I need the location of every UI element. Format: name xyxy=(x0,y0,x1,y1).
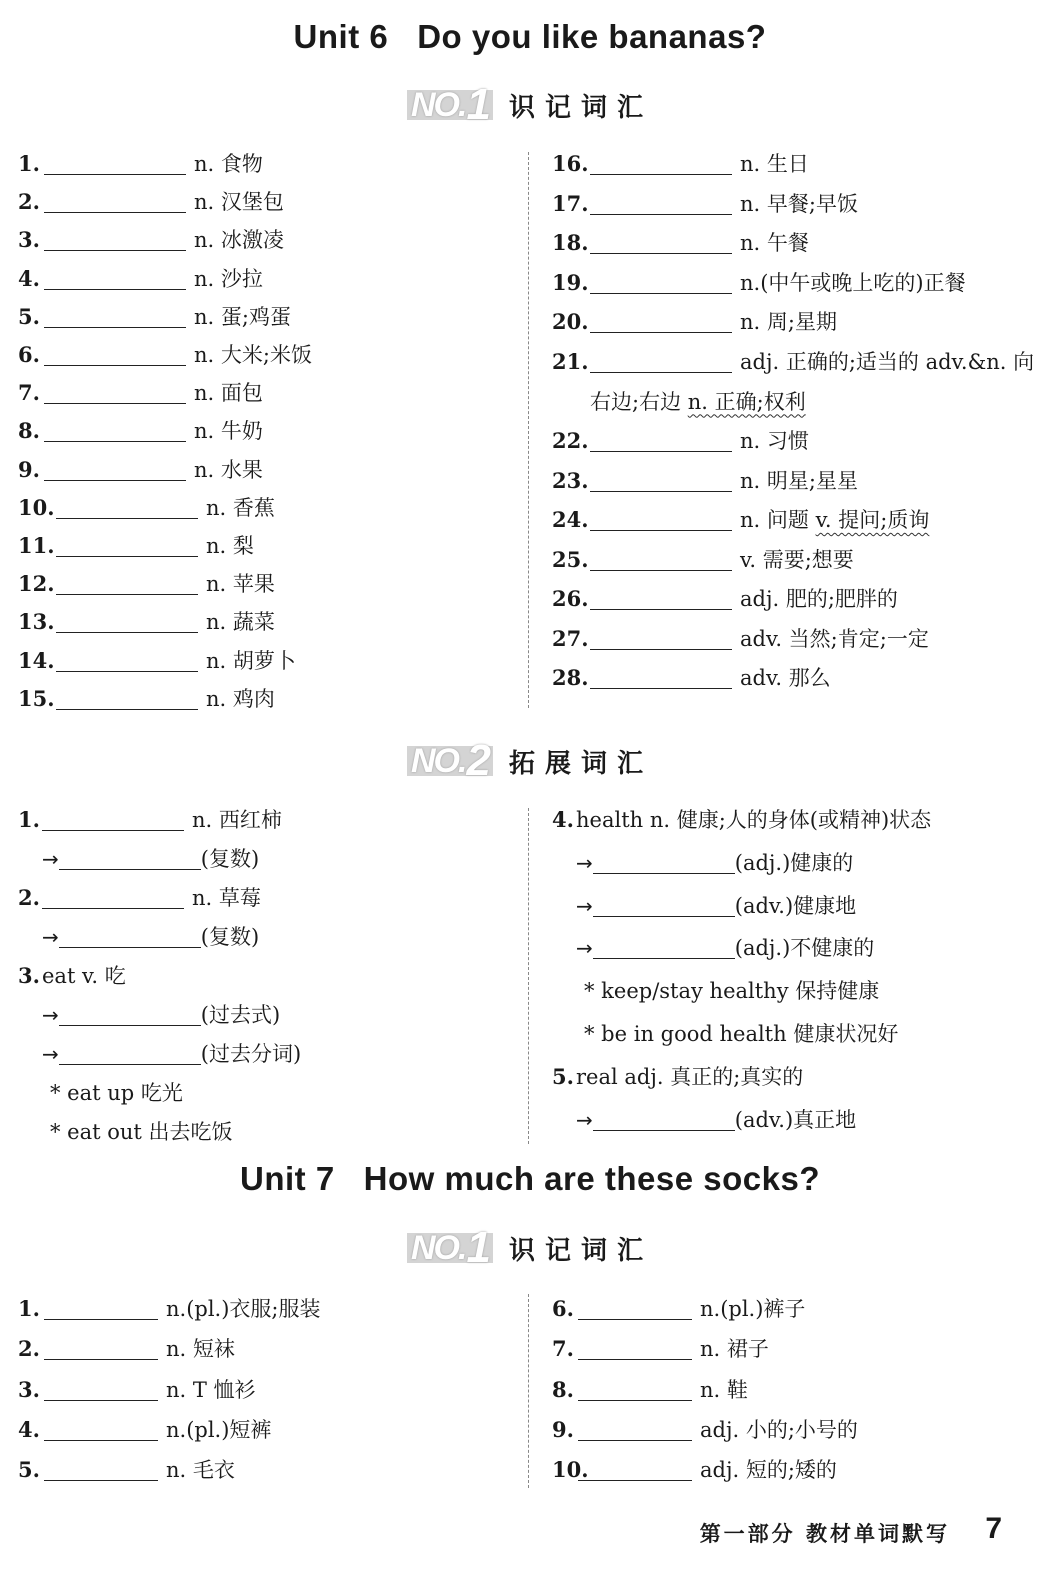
answer-blank[interactable] xyxy=(59,847,201,870)
definition: n.(pl.)衣服;服装 xyxy=(166,1297,321,1321)
definition: n. 周;星期 xyxy=(740,310,837,334)
answer-blank[interactable] xyxy=(590,192,732,215)
item-number: 6. xyxy=(552,1296,574,1321)
phrase-row xyxy=(584,977,879,1005)
vocab-row xyxy=(18,150,263,178)
answer-blank[interactable] xyxy=(44,381,186,404)
item-number: 4. xyxy=(18,265,40,291)
answer-blank[interactable] xyxy=(590,469,732,492)
definition: n. 毛衣 xyxy=(166,1458,235,1483)
answer-blank[interactable] xyxy=(44,1458,158,1481)
answer-blank[interactable] xyxy=(593,851,735,874)
definition: n. 习惯 xyxy=(740,429,809,453)
item-number: 12. xyxy=(18,571,55,597)
vocab-row xyxy=(18,417,263,445)
vocab-row xyxy=(552,150,809,178)
vocab-row xyxy=(18,884,261,912)
phrase-row xyxy=(50,1079,183,1107)
vocab-row xyxy=(552,546,854,574)
item-number: 4. xyxy=(18,1416,40,1442)
answer-blank[interactable] xyxy=(590,152,732,175)
answer-blank[interactable] xyxy=(590,548,732,571)
item-number: 9. xyxy=(552,1416,574,1442)
item-number: 2. xyxy=(18,885,40,910)
definition: n. 水果 xyxy=(194,457,263,482)
derived-form-row xyxy=(42,1001,280,1029)
vocab-row xyxy=(18,1376,256,1404)
item-number: 8. xyxy=(552,1376,574,1402)
item-number: 22. xyxy=(552,428,589,453)
answer-blank[interactable] xyxy=(44,152,186,175)
item-number: 26. xyxy=(552,586,589,611)
answer-blank[interactable] xyxy=(590,666,732,689)
item-number: 8. xyxy=(18,418,40,444)
definition: health n. 健康;人的身体(或精神)状态 xyxy=(576,808,932,832)
definition: n.(pl.)裤子 xyxy=(700,1297,806,1321)
vocab-row xyxy=(18,265,263,293)
vocab-row xyxy=(552,1335,769,1363)
definition: n. 蛋;鸡蛋 xyxy=(194,304,291,329)
definition: n. 香蕉 xyxy=(206,495,275,520)
definition: n. 正确;权利 xyxy=(687,389,806,414)
answer-blank[interactable] xyxy=(44,343,186,366)
item-number: 3. xyxy=(18,1376,40,1402)
definition: (adv.)健康地 xyxy=(734,893,857,918)
answer-blank[interactable] xyxy=(56,687,198,710)
answer-blank[interactable] xyxy=(59,1003,201,1026)
item-number: 18. xyxy=(552,230,589,255)
item-number: 7. xyxy=(552,1336,574,1362)
arrow-icon: → xyxy=(576,936,593,961)
answer-blank[interactable] xyxy=(44,1418,158,1441)
answer-blank[interactable] xyxy=(593,894,735,917)
vocab-row xyxy=(18,456,263,484)
vocab-row xyxy=(552,664,831,692)
answer-blank[interactable] xyxy=(44,190,186,213)
item-number: 3. xyxy=(18,227,40,253)
vocab-row xyxy=(18,608,275,636)
vocab-row xyxy=(18,188,284,216)
item-number: 7. xyxy=(18,380,40,406)
item-number: 1. xyxy=(18,151,40,176)
definition: * keep/stay healthy 保持健康 xyxy=(584,979,880,1004)
definition: n. 胡萝卜 xyxy=(206,648,296,673)
definition: n. T 恤衫 xyxy=(166,1377,256,1402)
vocab-row xyxy=(552,467,858,495)
vocab-row xyxy=(552,190,858,218)
page-number: 7 xyxy=(985,1512,1002,1545)
arrow-icon: → xyxy=(42,925,59,949)
definition: n. 大米;米饭 xyxy=(194,343,312,367)
vocab-row xyxy=(18,226,284,254)
column-divider xyxy=(528,152,529,708)
answer-blank[interactable] xyxy=(593,936,735,959)
section-number-badge: NO. 1 xyxy=(407,84,493,126)
definition: (adj.)健康的 xyxy=(734,850,854,875)
item-number: 2. xyxy=(18,1336,40,1362)
definition: (复数) xyxy=(200,847,260,871)
definition: adj. 正确的;适当的 adv.&n. 向 xyxy=(740,349,1035,374)
vocab-row xyxy=(552,269,966,297)
derived-form-row xyxy=(576,934,874,962)
definition: (过去分词) xyxy=(200,1042,302,1066)
vocab-row xyxy=(18,1335,235,1363)
answer-blank[interactable] xyxy=(44,1337,158,1360)
arrow-icon: → xyxy=(576,850,593,875)
item-number: 3. xyxy=(18,963,40,988)
vocab-row-continuation xyxy=(590,388,806,416)
vocab-row xyxy=(18,494,275,522)
vocab-row xyxy=(18,1456,235,1484)
definition: n. 明星;星星 xyxy=(740,468,858,493)
vocab-row xyxy=(18,379,263,407)
vocab-row xyxy=(18,532,254,560)
item-number: 6. xyxy=(18,342,40,367)
arrow-icon: → xyxy=(576,1107,593,1132)
section-title: 拓展词汇 xyxy=(508,748,653,779)
vocab-row xyxy=(18,341,312,369)
vocab-row xyxy=(552,229,809,257)
definition: (adj.)不健康的 xyxy=(734,936,875,961)
answer-blank[interactable] xyxy=(56,649,198,672)
vocab-row xyxy=(552,806,931,834)
answer-blank[interactable] xyxy=(56,496,198,519)
definition: n. 裙子 xyxy=(700,1337,769,1362)
definition: (复数) xyxy=(200,925,260,949)
definition: adj. 小的;小号的 xyxy=(700,1417,858,1442)
definition: n. 食物 xyxy=(194,152,263,176)
vocab-row xyxy=(18,647,296,675)
answer-blank[interactable] xyxy=(42,808,184,831)
arrow-icon: → xyxy=(576,893,593,918)
vocab-row xyxy=(552,1063,803,1091)
definition: real adj. 真正的;真实的 xyxy=(576,1064,804,1089)
answer-blank[interactable] xyxy=(590,429,732,452)
phrase-row xyxy=(584,1020,898,1048)
answer-blank[interactable] xyxy=(44,305,186,328)
item-number: 21. xyxy=(552,348,589,374)
definition: n. 西红柿 xyxy=(192,808,282,832)
item-number: 4. xyxy=(552,807,574,832)
derived-form-row xyxy=(576,1106,856,1134)
answer-blank[interactable] xyxy=(44,1378,158,1401)
vocab-row xyxy=(552,427,809,455)
answer-blank[interactable] xyxy=(44,419,186,442)
definition: n. 鞋 xyxy=(700,1377,748,1402)
vocab-row xyxy=(552,1416,858,1444)
answer-blank[interactable] xyxy=(44,458,186,481)
item-number: 10. xyxy=(552,1457,589,1483)
definition: eat v. 吃 xyxy=(42,964,126,988)
vocab-row xyxy=(552,348,1034,376)
definition: v. 需要;想要 xyxy=(740,547,854,572)
derived-form-row xyxy=(42,1040,301,1068)
answer-blank[interactable] xyxy=(44,228,186,251)
item-number: 16. xyxy=(552,151,589,176)
item-number: 1. xyxy=(18,807,40,832)
answer-blank[interactable] xyxy=(578,1337,692,1360)
item-number: 25. xyxy=(552,546,589,572)
arrow-icon: → xyxy=(42,847,59,871)
definition: adj. 短的;矮的 xyxy=(700,1458,837,1483)
section-number-badge: NO. 2 xyxy=(407,740,493,782)
definition: * eat out 出去吃饭 xyxy=(50,1120,233,1144)
answer-blank[interactable] xyxy=(42,886,184,909)
answer-blank[interactable] xyxy=(44,267,186,290)
vocab-row xyxy=(18,1416,271,1444)
arrow-icon: → xyxy=(42,1042,59,1066)
answer-blank[interactable] xyxy=(578,1458,692,1481)
section-title: 识记词汇 xyxy=(508,92,653,123)
answer-blank[interactable] xyxy=(44,1297,158,1320)
unit6-section2-header xyxy=(0,736,1060,785)
definition: n. 鸡肉 xyxy=(206,686,275,711)
answer-blank[interactable] xyxy=(578,1297,692,1320)
vocab-row xyxy=(552,625,929,653)
answer-blank[interactable] xyxy=(56,572,198,595)
answer-blank[interactable] xyxy=(59,925,201,948)
vocab-row xyxy=(552,506,929,534)
derived-form-row xyxy=(42,923,259,951)
footer-section-label: 第一部分 教材单词默写 xyxy=(699,1522,950,1546)
definition: n. 苹果 xyxy=(206,572,275,597)
definition: n.(中午或晚上吃的)正餐 xyxy=(740,270,966,295)
column-divider xyxy=(528,808,529,1144)
vocab-row xyxy=(552,1456,837,1484)
vocab-row xyxy=(552,1376,748,1404)
item-number: 9. xyxy=(18,456,40,482)
definition: (adv.)真正地 xyxy=(734,1107,857,1132)
definition: n. 蔬菜 xyxy=(206,610,275,635)
definition: adv. 当然;肯定;一定 xyxy=(740,626,929,651)
answer-blank[interactable] xyxy=(59,1042,201,1065)
answer-blank[interactable] xyxy=(578,1418,692,1441)
definition: n. 汉堡包 xyxy=(194,190,284,215)
answer-blank[interactable] xyxy=(590,587,732,610)
unit7-title: Unit 7 How much are these socks? xyxy=(240,1160,820,1197)
item-number: 11. xyxy=(18,533,55,558)
item-number: 2. xyxy=(18,189,40,215)
vocab-row xyxy=(18,570,275,598)
item-number: 17. xyxy=(552,190,589,216)
vocab-row xyxy=(18,806,282,834)
vocab-row xyxy=(552,308,837,336)
vocab-row xyxy=(18,1295,321,1323)
item-number: 14. xyxy=(18,647,55,673)
item-number: 24. xyxy=(552,507,589,532)
definition: (过去式) xyxy=(200,1003,281,1027)
section-title: 识记词汇 xyxy=(508,1235,653,1266)
definition: n. 草莓 xyxy=(192,886,261,910)
definition: 右边;右边 xyxy=(590,389,688,414)
definition: v. 提问;质询 xyxy=(815,508,930,532)
answer-blank[interactable] xyxy=(593,1108,735,1131)
vocab-row xyxy=(552,1295,805,1323)
definition: * be in good health 健康状况好 xyxy=(584,1022,899,1046)
definition: n. 问题 xyxy=(740,508,816,532)
item-number: 15. xyxy=(18,685,55,711)
answer-blank[interactable] xyxy=(56,534,198,557)
definition: n. 短袜 xyxy=(166,1337,235,1362)
item-number: 5. xyxy=(552,1063,574,1089)
definition: n. 午餐 xyxy=(740,231,809,255)
vocab-row xyxy=(18,303,291,331)
derived-form-row xyxy=(576,892,856,920)
unit7-section1-header xyxy=(0,1223,1060,1272)
column-divider xyxy=(528,1294,529,1488)
item-number: 5. xyxy=(18,1457,40,1483)
item-number: 23. xyxy=(552,467,589,493)
definition: n. 冰激凌 xyxy=(194,228,284,253)
definition: n. 牛奶 xyxy=(194,419,263,444)
item-number: 10. xyxy=(18,494,55,520)
section-number-badge: NO. 1 xyxy=(407,1227,493,1269)
unit6-title: Unit 6 Do you like bananas? xyxy=(293,18,767,55)
item-number: 28. xyxy=(552,665,589,690)
derived-form-row xyxy=(42,845,259,873)
item-number: 27. xyxy=(552,625,589,651)
item-number: 20. xyxy=(552,309,589,334)
vocab-row xyxy=(552,585,898,613)
item-number: 13. xyxy=(18,609,55,635)
derived-form-row xyxy=(576,849,853,877)
answer-blank[interactable] xyxy=(590,627,732,650)
definition: adj. 肥的;肥胖的 xyxy=(740,587,898,611)
unit6-section1-header xyxy=(0,80,1060,129)
item-number: 19. xyxy=(552,269,589,295)
definition: n. 沙拉 xyxy=(194,266,263,291)
answer-blank[interactable] xyxy=(578,1378,692,1401)
vocab-row xyxy=(18,962,126,990)
definition: adv. 那么 xyxy=(740,666,831,690)
answer-blank[interactable] xyxy=(590,508,732,531)
answer-blank[interactable] xyxy=(56,610,198,633)
definition: * eat up 吃光 xyxy=(50,1081,183,1105)
vocab-row xyxy=(18,685,275,713)
phrase-row xyxy=(50,1118,233,1146)
definition: n.(pl.)短裤 xyxy=(166,1417,272,1442)
answer-blank[interactable] xyxy=(590,350,732,373)
item-number: 5. xyxy=(18,303,40,329)
definition: n. 梨 xyxy=(206,534,254,558)
definition: n. 早餐;早饭 xyxy=(740,191,858,216)
definition: n. 生日 xyxy=(740,152,809,176)
answer-blank[interactable] xyxy=(590,310,732,333)
answer-blank[interactable] xyxy=(590,271,732,294)
arrow-icon: → xyxy=(42,1003,59,1027)
answer-blank[interactable] xyxy=(590,231,732,254)
item-number: 1. xyxy=(18,1296,40,1321)
definition: n. 面包 xyxy=(194,381,263,406)
